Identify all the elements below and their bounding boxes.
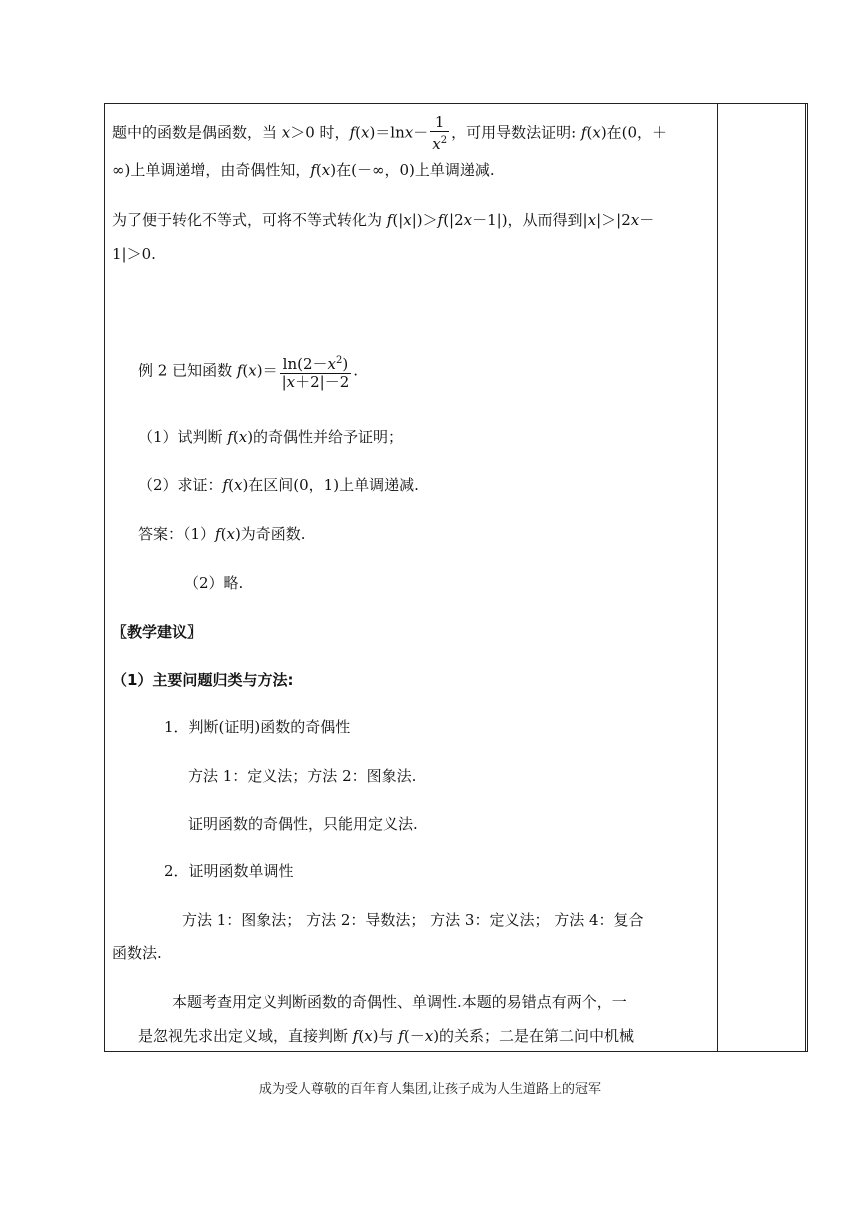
math-var: x xyxy=(587,211,597,229)
text: 1．判断(证明)函数的奇偶性 xyxy=(164,718,351,736)
text-line xyxy=(112,114,667,153)
text: ＋2|－2 xyxy=(295,373,350,391)
fraction xyxy=(430,114,449,153)
text: )的关系；二是在第二问中机械 xyxy=(433,1027,635,1045)
text: （2）求证： xyxy=(138,476,223,494)
section-heading xyxy=(112,622,202,642)
text: ln(2－ xyxy=(282,355,328,373)
text-line xyxy=(172,992,627,1012)
text: (| xyxy=(392,211,404,229)
math-var: f xyxy=(310,161,316,179)
text: )＝ xyxy=(256,361,278,380)
text: ，可用导数法证明: xyxy=(451,123,581,142)
text: ( xyxy=(242,361,249,380)
math-var: x xyxy=(321,161,331,179)
math-var: f xyxy=(437,211,444,229)
text: 题中的函数是偶函数，当 xyxy=(112,123,282,142)
text: － xyxy=(413,123,429,142)
text: )在区间(0，1)上单调递减. xyxy=(242,476,419,494)
fraction-denominator xyxy=(280,373,352,391)
math-var: x xyxy=(238,428,248,446)
math-var: x xyxy=(424,1027,434,1045)
text: ) xyxy=(342,355,349,373)
text: ＞0 时， xyxy=(290,123,350,142)
math-var: x xyxy=(286,373,296,391)
text: ( xyxy=(355,123,361,142)
text: 答案：（1） xyxy=(138,525,216,543)
text: ( xyxy=(315,161,322,179)
question-2 xyxy=(138,475,419,495)
text: （1）主要问题归类与方法: xyxy=(112,671,294,689)
superscript: 2 xyxy=(336,355,343,366)
math-var: x xyxy=(592,123,601,142)
text: ( xyxy=(586,123,593,142)
text: 本题考查用定义判断函数的奇偶性、单调性.本题的易错点有两个，一 xyxy=(172,993,627,1011)
subsection-heading xyxy=(112,670,293,690)
text-line xyxy=(112,244,156,264)
text: （1）试判断 xyxy=(138,428,228,446)
answer-line-2 xyxy=(184,573,243,593)
math-var: x xyxy=(281,123,291,142)
text: ( xyxy=(232,428,239,446)
text: 1|＞0. xyxy=(112,245,156,263)
example-2 xyxy=(138,352,358,391)
text: | xyxy=(281,373,287,391)
text: 2．证明函数单调性 xyxy=(164,862,294,880)
text: 是忽视先求出定义域，直接判断 xyxy=(138,1027,353,1045)
math-var: x xyxy=(364,1027,373,1045)
text: )＝ln xyxy=(369,123,405,142)
text: －1|)，从而得到| xyxy=(472,211,588,229)
text: 方法 1：定义法；方法 2：图象法. xyxy=(188,767,417,785)
math-var: f xyxy=(227,428,233,446)
text: |＞|2 xyxy=(596,211,631,229)
text: 方法 1：图象法； 方法 2：导数法； 方法 3：定义法； 方法 4：复合 xyxy=(182,911,644,929)
math-var: x xyxy=(233,476,243,494)
fraction-numerator xyxy=(280,352,352,373)
math-var: x xyxy=(248,361,257,380)
math-var: x xyxy=(360,123,370,142)
superscript: 2 xyxy=(440,135,448,146)
text: 〖教学建议〗 xyxy=(112,623,203,641)
math-var: f xyxy=(236,361,243,380)
list-item xyxy=(164,861,294,881)
text: （2）略. xyxy=(184,574,244,592)
table-divider xyxy=(717,104,718,1051)
text: )在(－∞，0)上单调递减. xyxy=(330,161,495,179)
page-footer: 成为受人尊敬的百年育人集团,让孩子成为人生道路上的冠军 xyxy=(258,1082,602,1097)
text: 例 2 已知函数 xyxy=(138,361,237,380)
math-var: f xyxy=(222,476,229,494)
fraction-denominator xyxy=(430,131,449,153)
text: (－ xyxy=(403,1027,425,1045)
text-line xyxy=(112,160,495,180)
math-var: f xyxy=(215,525,221,543)
math-var: x xyxy=(327,355,336,373)
text: ( xyxy=(228,476,234,494)
math-var: x xyxy=(630,211,640,229)
text: . xyxy=(353,361,359,380)
math-var: f xyxy=(386,211,393,229)
text: )与 xyxy=(372,1027,399,1045)
math-var: f xyxy=(580,123,587,142)
math-var: f xyxy=(398,1027,404,1045)
text: 函数法. xyxy=(112,944,162,962)
text: )在(0，＋ xyxy=(600,123,668,142)
math-var: x xyxy=(432,135,441,153)
text-line xyxy=(112,210,654,230)
math-var: x xyxy=(404,123,414,142)
text-line xyxy=(188,814,418,834)
text: )为奇函数. xyxy=(234,525,306,543)
text: (|2 xyxy=(443,211,464,229)
list-item xyxy=(164,717,350,737)
fraction xyxy=(280,352,352,391)
question-1 xyxy=(138,427,403,447)
table-divider xyxy=(805,104,806,1051)
math-var: x xyxy=(226,525,235,543)
text: 为了便于转化不等式，可将不等式转化为 xyxy=(112,211,387,229)
text-line xyxy=(138,1026,634,1046)
text-line xyxy=(188,766,416,786)
answer-line xyxy=(138,524,306,544)
math-var: f xyxy=(352,1027,359,1045)
text: － xyxy=(639,211,655,229)
fraction-numerator: 1 xyxy=(434,113,445,131)
text: ∞)上单调递增，由奇偶性知， xyxy=(112,161,311,179)
text: ( xyxy=(220,525,227,543)
text-line xyxy=(112,943,162,963)
text: )的奇偶性并给予证明； xyxy=(247,428,404,446)
text: 证明函数的奇偶性，只能用定义法. xyxy=(188,815,418,833)
math-var: f xyxy=(349,123,356,142)
math-var: x xyxy=(463,211,473,229)
math-var: x xyxy=(403,211,412,229)
text: |)＞ xyxy=(411,211,438,229)
text-line xyxy=(182,910,644,930)
text: ( xyxy=(358,1027,365,1045)
